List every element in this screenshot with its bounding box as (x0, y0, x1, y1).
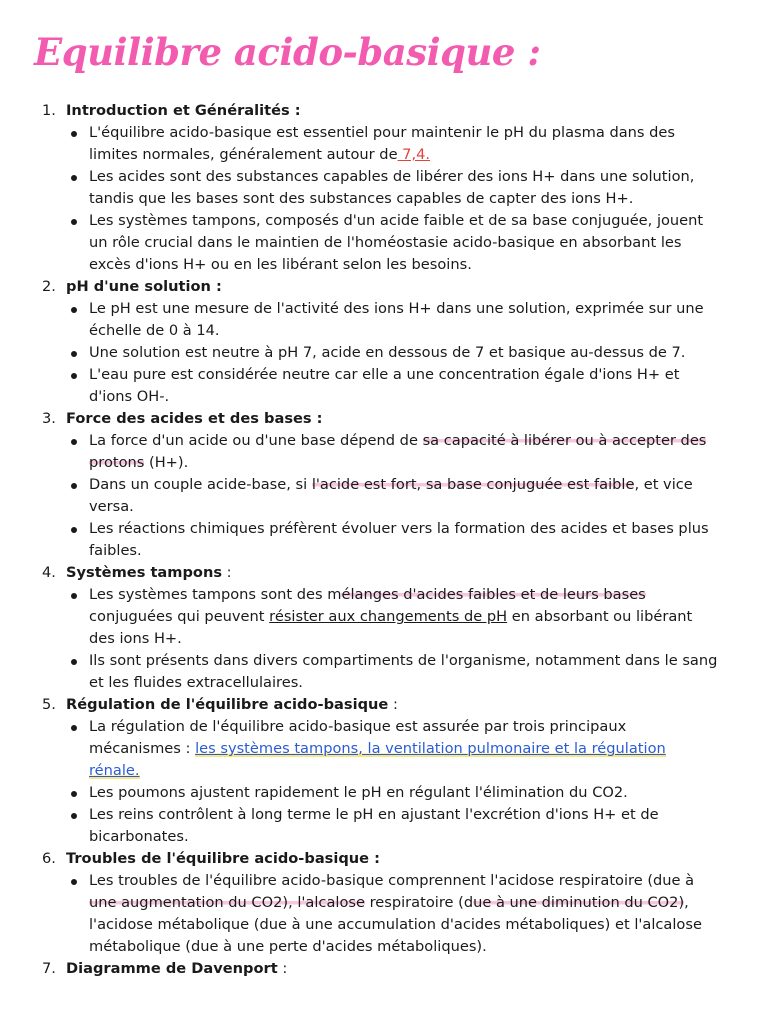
highlighted-text: sa capacité à libérer ou à accepter des protons (89, 432, 707, 471)
bullet-item (66, 122, 768, 166)
section-number: 6. (42, 850, 56, 867)
highlighted-value: 7,4. (397, 146, 431, 163)
underlined-text: résister aux changements de pH (269, 608, 508, 625)
section-colon: : (369, 850, 381, 867)
section-colon: : (277, 960, 288, 977)
bullet-item (66, 474, 768, 518)
bullet-text: Les poumons ajustent rapidement le pH en régulant l'élimination du CO2. (89, 784, 628, 801)
bullet-text: Ils sont présents dans divers compartiments de l'organisme, notamment dans le sang et les fluides extracellulaires. (89, 652, 718, 691)
section-3 (0, 408, 768, 562)
highlighted-text: une augmentation du CO2), l'alcalose (89, 894, 365, 911)
bullet-item (66, 298, 768, 342)
bullet-text: , et vice versa. (89, 476, 693, 515)
bullet-item (66, 716, 768, 782)
bullet-list (66, 716, 768, 848)
section-colon: : (222, 564, 232, 581)
section-4 (0, 562, 768, 694)
bullet-list (66, 870, 768, 958)
bullet-text: Les réactions chimiques préfèrent évoluer vers la formation des acides et bases plus faibles. (89, 520, 709, 559)
section-2 (0, 276, 768, 408)
bullet-text: Les reins contrôlent à long terme le pH en ajustant l'excrétion d'ions H+ et de bicarbonates. (89, 806, 659, 845)
highlighted-text: élanges d'acides faibles et de leurs bases (341, 586, 646, 603)
section-heading: Systèmes tampons (66, 564, 223, 581)
section-colon: : (289, 102, 301, 119)
bullet-text: Les troubles de l'équilibre acido-basique comprennent l'acidose respiratoire (due à (89, 872, 695, 889)
document-body (0, 100, 768, 980)
bullet-item (66, 210, 768, 276)
bullet-text: Dans un couple acide-base, si (89, 476, 312, 493)
bullet-text: en absorbant ou libérant des ions H+. (89, 608, 693, 647)
section-heading: Régulation de l'équilibre acido-basique (66, 696, 389, 713)
section-colon: : (388, 696, 398, 713)
bullet-text: L'eau pure est considérée neutre car elle a une concentration égale d'ions H+ et d'ions OH-. (89, 366, 680, 405)
section-number: 3. (42, 410, 56, 427)
section-heading: Troubles de l'équilibre acido-basique (66, 850, 370, 867)
section-number: 2. (42, 278, 56, 295)
bullet-item (66, 518, 768, 562)
page-title: Equilibre acido-basique : (34, 30, 541, 74)
bullet-item (66, 804, 768, 848)
section-list (0, 100, 768, 980)
highlighted-text: l'acide est fort, sa base conjuguée est faible (311, 476, 635, 493)
section-6 (0, 848, 768, 958)
bullet-item (66, 584, 768, 650)
bullet-item (66, 870, 768, 958)
bullet-text: L'équilibre acido-basique est essentiel pour maintenir le pH du plasma dans des limites normales, généralement autour de (89, 124, 676, 163)
mechanisms-link[interactable]: les systèmes tampons, la ventilation pulmonaire et la régulation rénale. (89, 740, 666, 779)
bullet-list (66, 122, 768, 276)
bullet-text: (H+). (144, 454, 189, 471)
bullet-text: La régulation de l'équilibre acido-basique est assurée par trois principaux mécanismes : (89, 718, 627, 757)
section-heading: Introduction et Généralités (66, 102, 290, 119)
section-5 (0, 694, 768, 848)
bullet-list (66, 584, 768, 694)
bullet-list (66, 298, 768, 408)
bullet-item (66, 650, 768, 694)
bullet-text: Les systèmes tampons sont des m (89, 586, 342, 603)
bullet-text: Les systèmes tampons, composés d'un acide faible et de sa base conjuguée, jouent un rôle crucial dans le maintien de l'homéostasie acido-basique en absorbant les excès d'ions H+ ou en les libérant selon les besoins. (89, 212, 704, 273)
section-number: 5. (42, 696, 56, 713)
bullet-item (66, 342, 768, 364)
section-7 (0, 958, 768, 980)
section-heading: Force des acides et des bases (66, 410, 312, 427)
section-number: 4. (42, 564, 56, 581)
bullet-list (66, 430, 768, 562)
highlighted-text: ue à une diminution du CO2) (473, 894, 685, 911)
section-number: 1. (42, 102, 56, 119)
section-number: 7. (42, 960, 56, 977)
section-colon: : (210, 278, 222, 295)
bullet-item (66, 782, 768, 804)
bullet-item (66, 430, 768, 474)
section-1 (0, 100, 768, 276)
section-heading: pH d'une solution (66, 278, 211, 295)
bullet-text: Les acides sont des substances capables de libérer des ions H+ dans une solution, tandis que les bases sont des substances capables de capter des ions H+. (89, 168, 695, 207)
bullet-text: La force d'un acide ou d'une base dépend de (89, 432, 423, 449)
bullet-item (66, 364, 768, 408)
bullet-text: Le pH est une mesure de l'activité des ions H+ dans une solution, exprimée sur une échelle de 0 à 14. (89, 300, 704, 339)
bullet-text: conjuguées qui peuvent (89, 608, 270, 625)
bullet-text: respiratoire (d (364, 894, 474, 911)
bullet-text: Une solution est neutre à pH 7, acide en dessous de 7 et basique au-dessus de 7. (89, 344, 686, 361)
bullet-text: , l'acidose métabolique (due à une accumulation d'acides métaboliques) et l'alcalose métabolique (due à une perte d'acides métaboliques). (89, 894, 702, 955)
bullet-item (66, 166, 768, 210)
section-heading: Diagramme de Davenport (66, 960, 278, 977)
section-colon: : (311, 410, 323, 427)
